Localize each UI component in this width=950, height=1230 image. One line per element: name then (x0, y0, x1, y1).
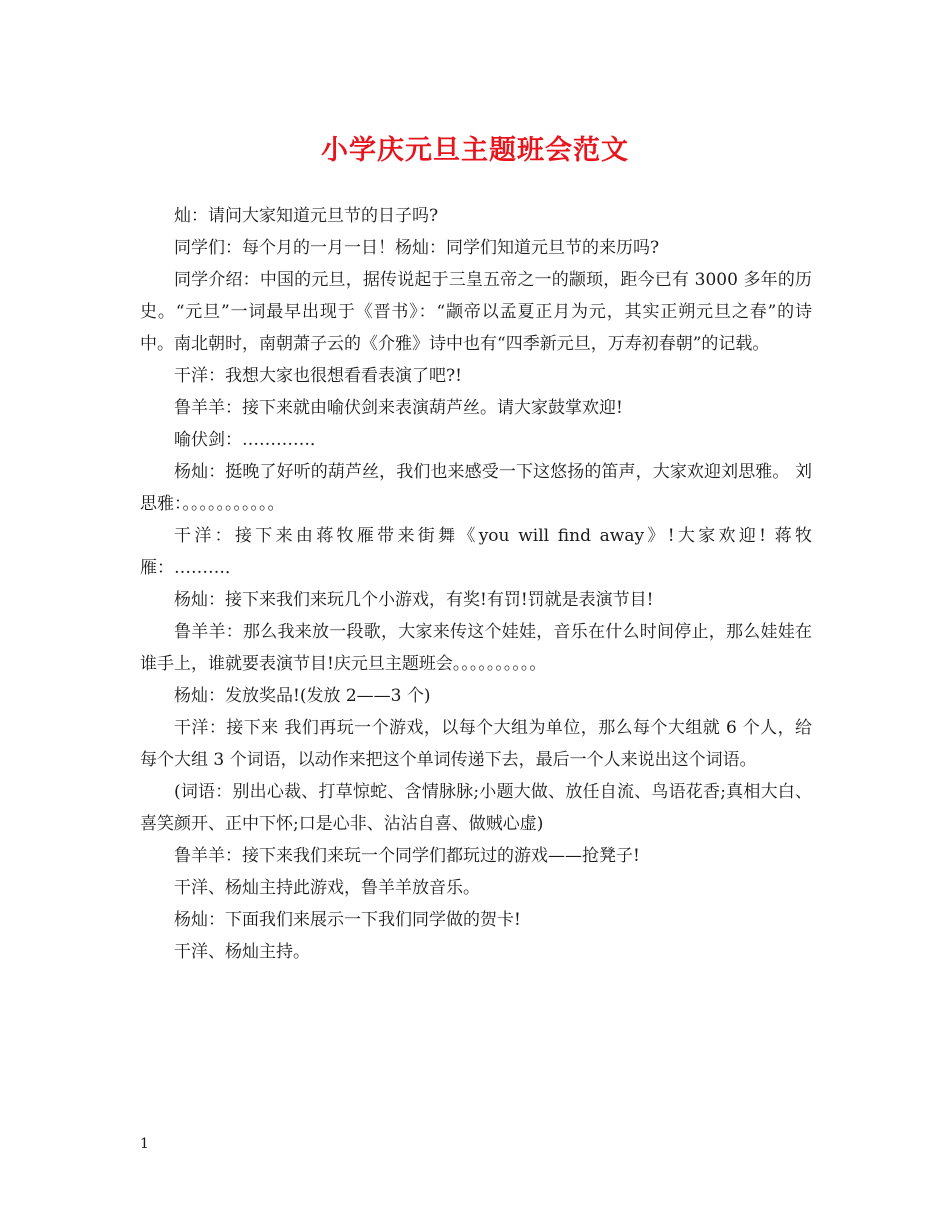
paragraph: 灿：请问大家知道元旦节的日子吗? (174, 206, 439, 226)
paragraph: 干洋、杨灿主持。 (174, 942, 310, 962)
paragraph: 干洋、杨灿主持此游戏，鲁羊羊放音乐。 (174, 878, 480, 898)
paragraph: 干洋：接下来 我们再玩一个游戏，以每个大组为单位，那么每个大组就 6 个人，给每个大组 3 个词语，以动作来把这个单词传递下去，最后一个人来说出这个词语。 (140, 718, 812, 770)
document-body (140, 200, 812, 968)
paragraph: 鲁羊羊：接下来就由喻伏剑来表演葫芦丝。请大家鼓掌欢迎! (174, 398, 623, 418)
paragraph: (词语：别出心裁、打草惊蛇、含情脉脉;小题大做、放任自流、鸟语花香;真相大白、喜笑颜开、正中下怀;口是心非、沾沾自喜、做贼心虚) (140, 782, 812, 834)
page-number: 1 (140, 1136, 149, 1152)
paragraph: 鲁羊羊：那么我来放一段歌，大家来传这个娃娃，音乐在什么时间停止，那么娃娃在谁手上，谁就要表演节目!庆元旦主题班会。。。。。。。。。。 (140, 622, 812, 674)
paragraph: 杨灿：接下来我们来玩几个小游戏，有奖!有罚!罚就是表演节目! (174, 590, 654, 610)
paragraph: 同学们：每个月的一月一日！杨灿：同学们知道元旦节的来历吗? (174, 238, 660, 258)
paragraph: 鲁羊羊：接下来我们来玩一个同学们都玩过的游戏——抢凳子! (174, 846, 640, 866)
paragraph: 同学介绍：中国的元旦，据传说起于三皇五帝之一的颛顼，距今已有 3000 多年的历史。“元旦”一词最早出现于《晋书》：“颛帝以孟夏正月为元，其实正朔元旦之春”的诗中。南北朝时，南朝萧子云的《介雅》诗中也有“四季新元旦，万寿初春朝”的记载。 (140, 270, 812, 354)
paragraph: 干洋：我想大家也很想看看表演了吧?! (174, 366, 462, 386)
paragraph: 杨灿：挺晚了好听的葫芦丝，我们也来感受一下这悠扬的笛声，大家欢迎刘思雅。 刘思雅：。。。。。。。。。。。 (140, 462, 812, 514)
document-title: 小学庆元旦主题班会范文 (321, 135, 629, 166)
paragraph: 干洋：接下来由蒋牧雁带来街舞《you will find away》!大家欢迎! 蒋牧雁：………． (140, 526, 812, 578)
paragraph: 杨灿：下面我们来展示一下我们同学做的贺卡! (174, 910, 521, 930)
paragraph: 喻伏剑：…………． (174, 430, 327, 450)
paragraph: 杨灿：发放奖品!(发放 2——3 个) (174, 686, 431, 706)
